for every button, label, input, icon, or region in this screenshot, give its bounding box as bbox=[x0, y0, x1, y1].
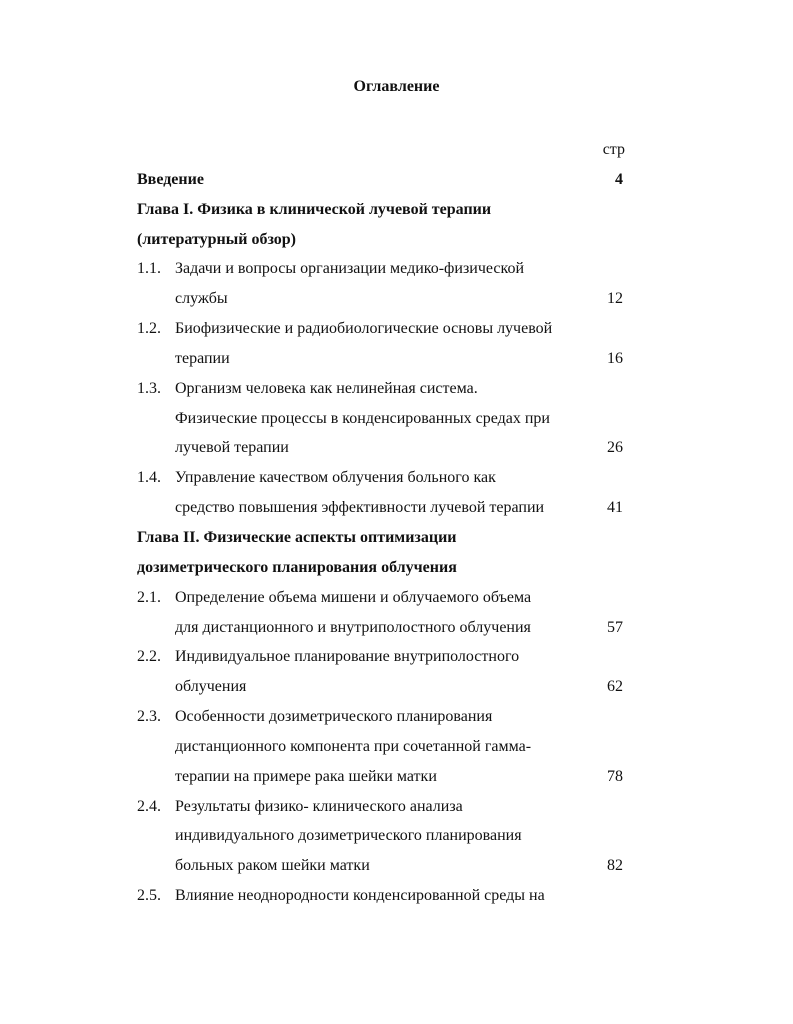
toc-entry bbox=[137, 762, 637, 792]
toc-entry bbox=[137, 165, 637, 195]
page-number: 62 bbox=[607, 678, 623, 696]
toc-entry bbox=[137, 851, 637, 881]
toc-entry bbox=[137, 523, 637, 553]
page-number: 26 bbox=[607, 439, 623, 457]
toc-entry bbox=[137, 553, 637, 583]
section-number: 2.4. bbox=[137, 797, 161, 815]
section-title: Организм человека как нелинейная система. bbox=[175, 379, 478, 397]
toc-entry bbox=[137, 702, 637, 732]
section-number: 1.4. bbox=[137, 469, 161, 487]
section-title: Влияние неоднородности конденсированной среды на bbox=[175, 887, 545, 905]
section-title: терапии на примере рака шейки матки bbox=[175, 767, 437, 785]
section-title: дистанционного компонента при сочетанной гамма- bbox=[175, 737, 532, 755]
section-title: Индивидуальное планирование внутриполостного bbox=[175, 648, 520, 666]
page-column-header-row bbox=[137, 135, 637, 165]
page-number: 16 bbox=[607, 349, 623, 367]
section-title: Результаты физико- клинического анализа bbox=[175, 797, 463, 815]
section-title: индивидуального дозиметрического планирования bbox=[175, 827, 522, 845]
toc-entry bbox=[137, 583, 637, 613]
toc-entry bbox=[137, 225, 637, 255]
section-title: (литературный обзор) bbox=[137, 230, 297, 248]
toc-entry bbox=[137, 284, 637, 314]
toc-entry bbox=[137, 463, 637, 493]
toc-entry bbox=[137, 613, 637, 643]
toc-entry bbox=[137, 433, 637, 463]
section-number: 2.1. bbox=[137, 588, 161, 606]
page-number: 41 bbox=[607, 499, 623, 517]
section-title: больных раком шейки матки bbox=[175, 857, 370, 875]
toc-entry bbox=[137, 404, 637, 434]
toc-entry bbox=[137, 195, 637, 225]
section-title: для дистанционного и внутриполостного облучения bbox=[175, 618, 531, 636]
section-number: 1.3. bbox=[137, 379, 161, 397]
toc-entry bbox=[137, 732, 637, 762]
section-title: Особенности дозиметрического планирования bbox=[175, 708, 493, 726]
toc-entry bbox=[137, 642, 637, 672]
section-title: дозиметрического планирования облучения bbox=[137, 558, 457, 576]
section-number: 1.2. bbox=[137, 320, 161, 338]
section-title: Управление качеством облучения больного как bbox=[175, 469, 496, 487]
page-number: 12 bbox=[607, 290, 623, 308]
page-number: 4 bbox=[615, 170, 623, 188]
toc-entry bbox=[137, 254, 637, 284]
section-title: службы bbox=[175, 290, 228, 308]
toc-entry bbox=[137, 314, 637, 344]
toc-entry bbox=[137, 344, 637, 374]
page-number: 82 bbox=[607, 857, 623, 875]
toc-entry bbox=[137, 374, 637, 404]
toc-entry bbox=[137, 672, 637, 702]
page-number: 57 bbox=[607, 618, 623, 636]
section-title: средство повышения эффективности лучевой терапии bbox=[175, 499, 545, 517]
section-title: лучевой терапии bbox=[175, 439, 289, 457]
section-number: 2.2. bbox=[137, 648, 161, 666]
toc-entry bbox=[137, 881, 637, 911]
section-title: терапии bbox=[175, 349, 230, 367]
toc-entry bbox=[137, 493, 637, 523]
section-number: 2.3. bbox=[137, 708, 161, 726]
section-title: Введение bbox=[137, 170, 204, 188]
page-title: Оглавление bbox=[353, 78, 440, 95]
section-title: Биофизические и радиобиологические основы лучевой bbox=[175, 320, 553, 338]
table-of-contents bbox=[137, 135, 637, 911]
page-column-header: стр bbox=[602, 141, 625, 158]
toc-entry bbox=[137, 821, 637, 851]
section-title: Определение объема мишени и облучаемого объема bbox=[175, 588, 532, 606]
section-title: Задачи и вопросы организации медико-физической bbox=[175, 260, 525, 278]
section-number: 1.1. bbox=[137, 260, 161, 278]
section-title: Глава II. Физические аспекты оптимизации bbox=[137, 528, 457, 546]
section-number: 2.5. bbox=[137, 887, 161, 905]
section-title: Физические процессы в конденсированных средах при bbox=[175, 409, 550, 427]
section-title: облучения bbox=[175, 678, 247, 696]
section-title: Глава I. Физика в клинической лучевой терапии bbox=[137, 200, 492, 218]
page-number: 78 bbox=[607, 767, 623, 785]
toc-entry bbox=[137, 792, 637, 822]
